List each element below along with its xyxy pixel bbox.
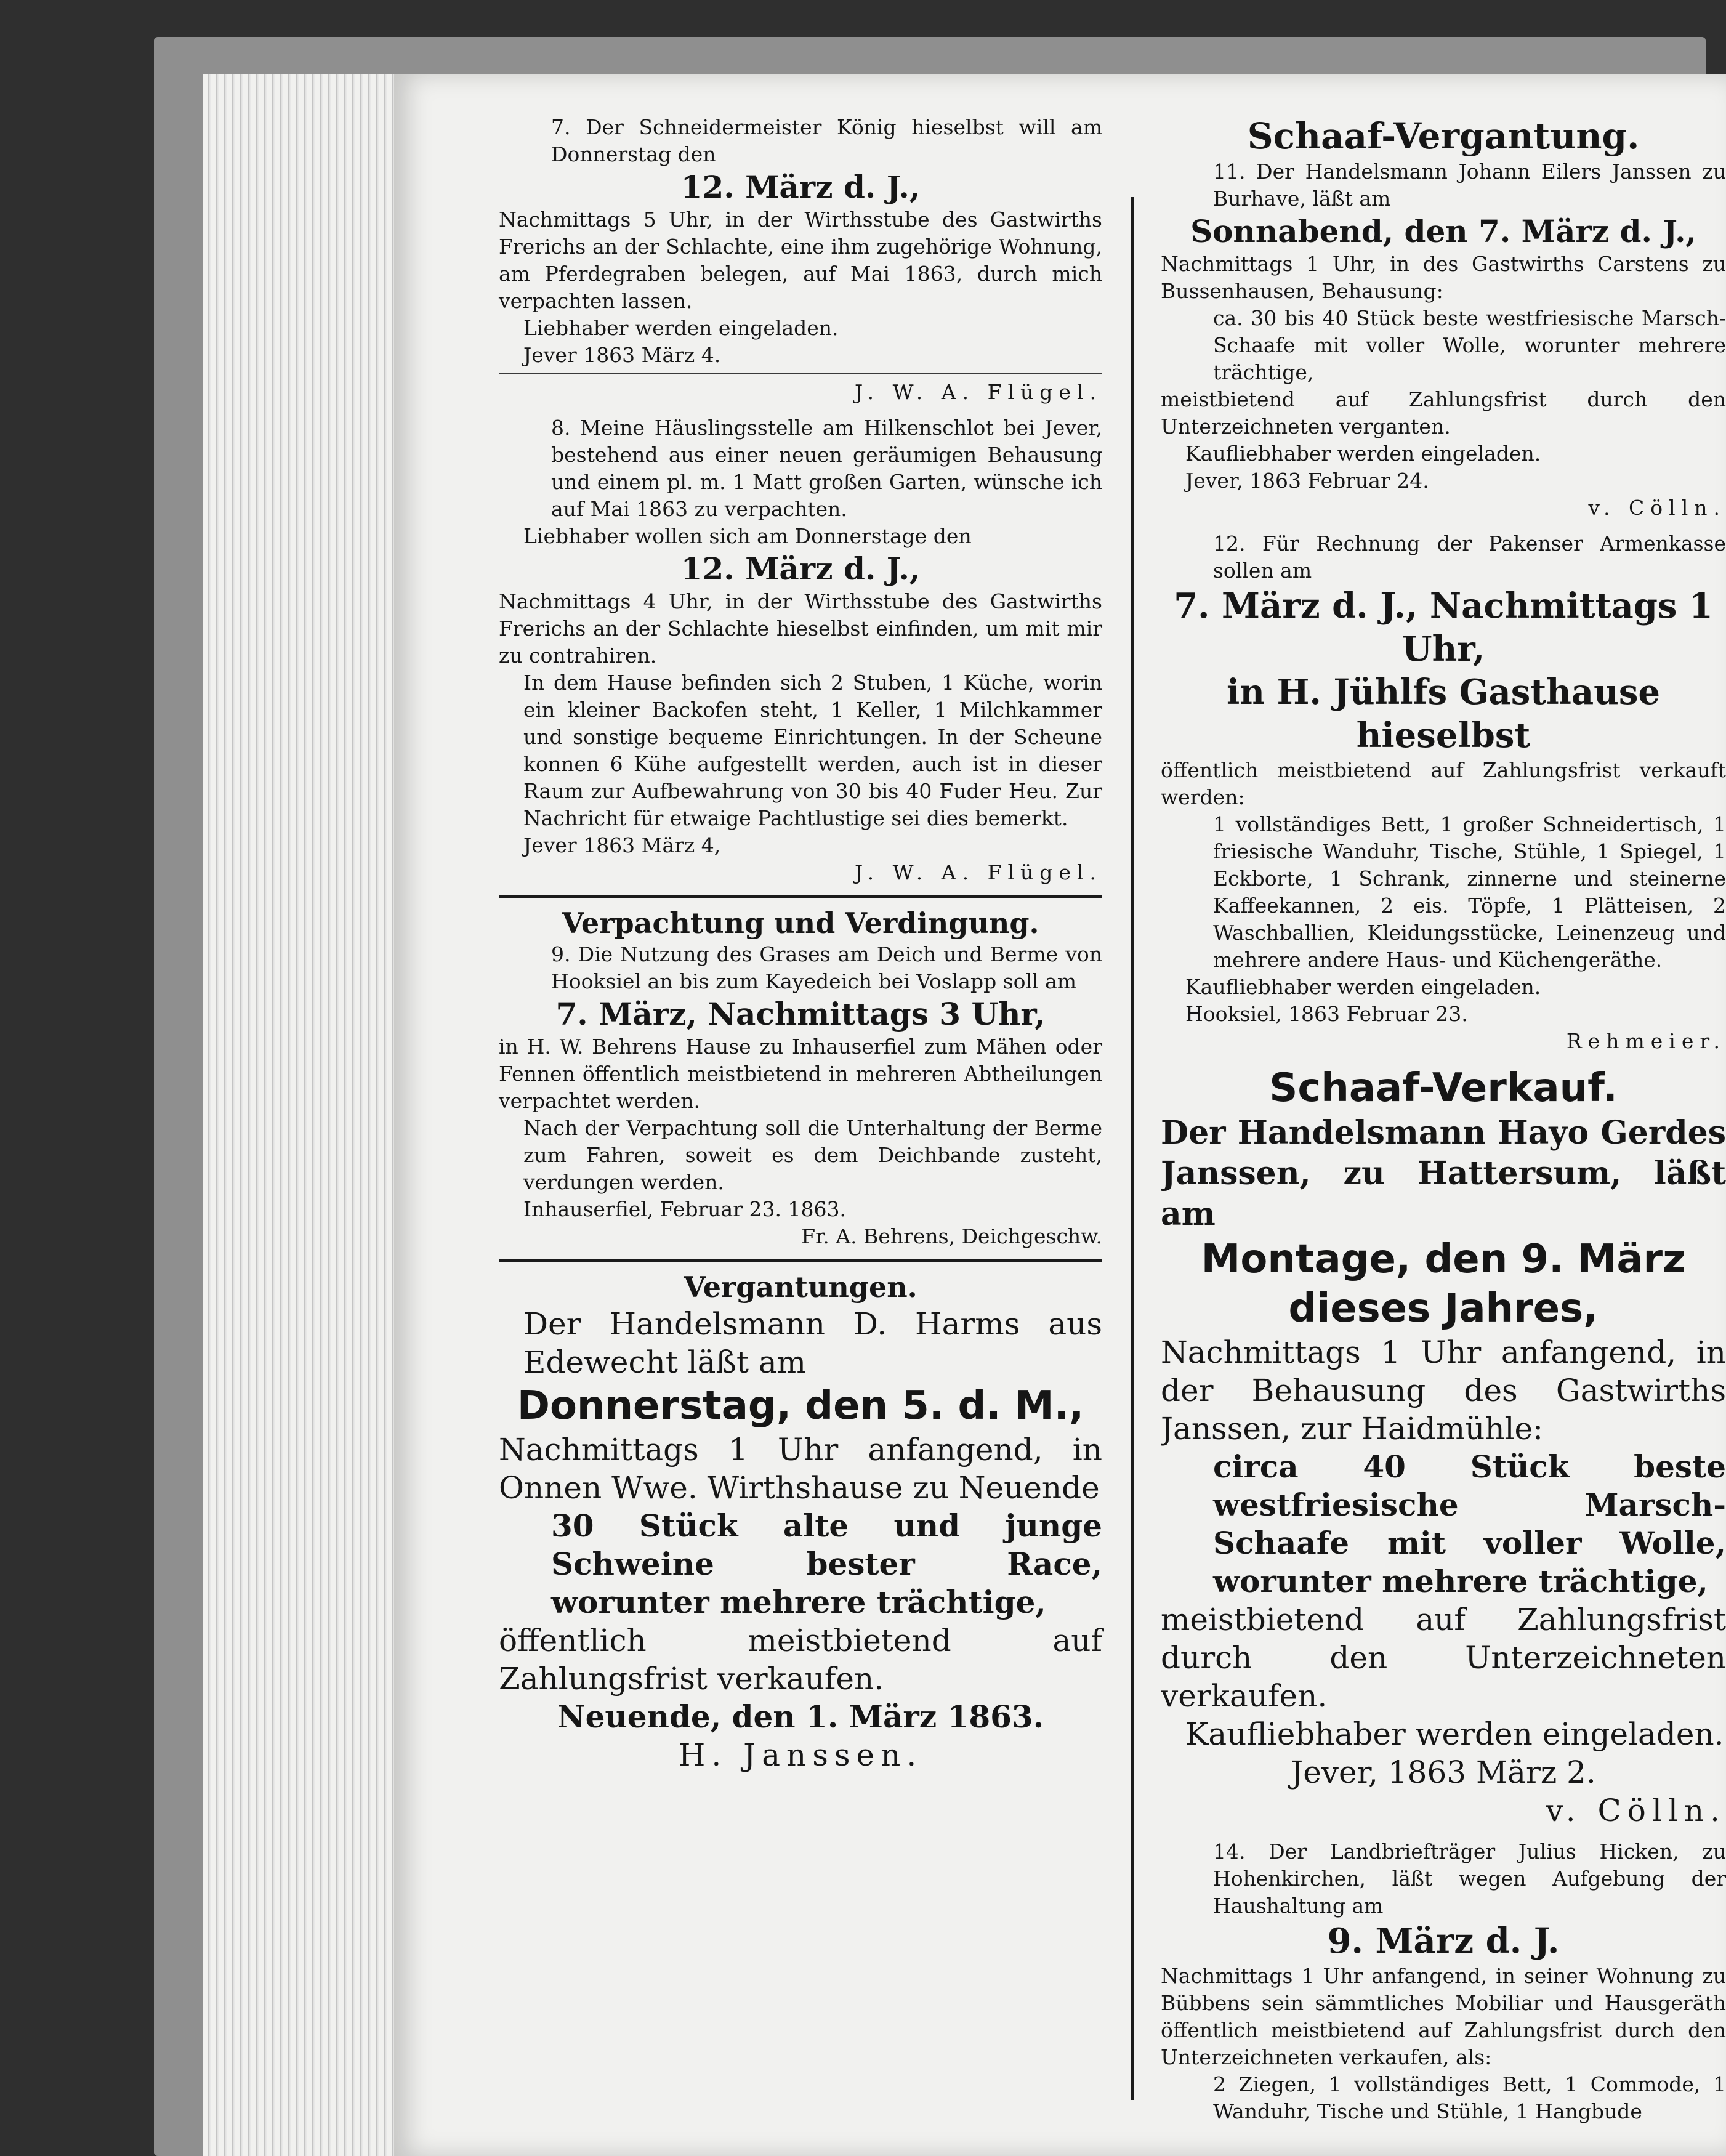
ad10-sign: H. Janssen. xyxy=(678,1737,923,1773)
ad13-invite: Kaufliebhaber werden eingeladen. xyxy=(1185,1716,1724,1752)
ad14-item: 2 Ziegen, 1 vollständiges Bett, 1 Commode, 1 Wanduhr, Tische und Stühle, 1 Hangbude xyxy=(1213,2072,1726,2123)
ad7-intro: 7. Der Schneidermeister König hieselbst will am Donnerstag den xyxy=(551,115,1102,166)
ad12-body: öffentlich meistbietend auf Zahlungsfrist verkauft werden: xyxy=(1161,758,1726,809)
ad12-sign: Rehmeier. xyxy=(1566,1029,1726,1053)
section-heading-schaaf-verkauf: Schaaf-Verkauf. xyxy=(1269,1065,1618,1111)
ad9-body: 9. Die Nutzung des Grases am Deich und Berme von Hooksiel an bis zum Kayedeich bei Voslapp soll am xyxy=(551,942,1102,993)
ad11-item: ca. 30 bis 40 Stück beste westfriesische Marsch-Schaafe mit voller Wolle, worunter mehrere trächtige, xyxy=(1213,306,1726,384)
ad13-place: Jever, 1863 März 2. xyxy=(1291,1754,1596,1790)
ad10-body: Nachmittags 1 Uhr anfangend, in Onnen Wwe. Wirthshause zu Neuende xyxy=(499,1432,1102,1506)
section-rule xyxy=(499,1259,1102,1262)
ad8-sign: J. W. A. Flügel. xyxy=(855,860,1102,884)
right-column xyxy=(1161,114,1726,2134)
ad14-intro: 14. Der Landbriefträger Julius Hicken, zu Hohenkirchen, läßt wegen Aufgebung der Haushaltung am xyxy=(1213,1839,1726,1918)
ad9-body2: in H. W. Behrens Hause zu Inhauserfiel zum Mähen oder Fennen öffentlich meistbietend in mehreren Abtheilungen verpachtet werden. xyxy=(499,1035,1102,1113)
ad14-body: Nachmittags 1 Uhr anfangend, in seiner Wohnung zu Bübbens sein sämmtliches Mobiliar und Hausgeräth öffentlich meistbietend auf Zahlungsfrist durch den Unterzeichneten verkaufen, als: xyxy=(1161,1964,1726,2069)
ad7-sign: J. W. A. Flügel. xyxy=(855,380,1102,404)
ad13-sign: v. Cölln. xyxy=(1546,1793,1726,1828)
ad10-date: Donnerstag, den 5. d. M., xyxy=(517,1383,1084,1429)
ad13-body2: meistbietend auf Zahlungsfrist durch den Unterzeichneten verkaufen. xyxy=(1161,1602,1726,1714)
ad7-rule xyxy=(499,373,1102,374)
ad8-body3: In dem Hause befinden sich 2 Stuben, 1 Küche, worin ein kleiner Backofen steht, 1 Keller, 1 Milchkammer und sonstige bequeme Einrichtungen. In der Scheune konnen 6 Kühe aufgestellt werden, auch ist in dieser Raum zur Aufbewahrung von 30 bis 40 Fuder Heu. Zur Nachricht für etwaige Pachtlustige sei dies bemerkt. xyxy=(523,671,1102,830)
ad11-date: Sonnabend, den 7. März d. J., xyxy=(1190,213,1696,249)
ad12-item: 1 vollständiges Bett, 1 großer Schneidertisch, 1 friesische Wanduhr, Tische, Stühle, 1 Spiegel, 1 Eckborte, 1 Schrank, zinnerne und steinerne Kaffeekannen, 2 eis. Töpfe, 1 Plätteisen, 2 Waschballien, Kleidungsstücke, Leinenzeug und mehrere andere Haus- und Küchengeräthe. xyxy=(1213,812,1726,972)
ad-11 xyxy=(1161,158,1726,522)
section-heading-vergantungen: Vergantungen. xyxy=(684,1270,917,1304)
ad10-intro: Der Handelsmann D. Harms aus Edewecht läßt am xyxy=(523,1306,1102,1380)
ad12-invite: Kaufliebhaber werden eingeladen. xyxy=(1185,975,1541,999)
ad-12 xyxy=(1161,530,1726,1055)
ad10-place: Neuende, den 1. März 1863. xyxy=(557,1698,1044,1735)
ad13-intro: Der Handelsmann Hayo Gerdes Janssen, zu Hattersum, läßt am xyxy=(1161,1114,1726,1233)
ad11-intro: 11. Der Handelsmann Johann Eilers Janssen zu Burhave, läßt am xyxy=(1213,159,1726,211)
ad12-date1: 7. März d. J., Nachmittags 1 Uhr, xyxy=(1174,586,1713,669)
ad9-body3: Nach der Verpachtung soll die Unterhaltung der Berme zum Fahren, soweit es dem Deichbande zusteht, verdungen werden. xyxy=(523,1116,1102,1194)
ad14-date: 9. März d. J. xyxy=(1327,1921,1560,1961)
page-edges xyxy=(203,74,406,2156)
ad8-date: 12. März d. J., xyxy=(680,551,921,587)
ad9-sign: Fr. A. Behrens, Deichgeschw. xyxy=(801,1224,1102,1248)
left-column xyxy=(499,114,1102,1783)
ad10-body2: öffentlich meistbietend auf Zahlungsfrist verkaufen. xyxy=(499,1623,1102,1697)
ad-10 xyxy=(499,1305,1102,1774)
ad11-body: Nachmittags 1 Uhr, in des Gastwirths Carstens zu Bussenhausen, Behausung: xyxy=(1161,252,1726,303)
ad13-date2: dieses Jahres, xyxy=(1288,1286,1599,1331)
ad9-place: Inhauserfiel, Februar 23. 1863. xyxy=(523,1197,846,1221)
ad11-body2: meistbietend auf Zahlungsfrist durch den Unterzeichneten verganten. xyxy=(1161,387,1726,438)
section-rule xyxy=(499,895,1102,898)
ad-9 xyxy=(499,941,1102,1250)
ad7-date: 12. März d. J., xyxy=(680,169,921,205)
ad13-date1: Montage, den 9. März xyxy=(1201,1237,1686,1282)
ad7-invite: Liebhaber werden eingeladen. xyxy=(523,316,839,340)
section-heading-schaaf-vergantung: Schaaf-Vergantung. xyxy=(1247,115,1640,157)
ad-7 xyxy=(499,114,1102,406)
ad11-invite: Kaufliebhaber werden eingeladen. xyxy=(1185,442,1541,466)
ad8-body2: Nachmittags 4 Uhr, in der Wirthsstube des Gastwirths Frerichs an der Schlachte hieselbst einfinden, um mit mir zu contrahiren. xyxy=(499,589,1102,668)
ad8-invite: Liebhaber wollen sich am Donnerstage den xyxy=(523,524,972,548)
ad12-date2: in H. Jühlfs Gasthause hieselbst xyxy=(1226,672,1661,756)
ad8-place: Jever 1863 März 4, xyxy=(523,833,721,857)
ad7-body: Nachmittags 5 Uhr, in der Wirthsstube des Gastwirths Frerichs an der Schlachte, eine ihm zugehörige Wohnung, am Pferdegraben belegen, auf Mai 1863, durch mich verpachten lassen. xyxy=(499,208,1102,313)
ad8-body: 8. Meine Häuslingsstelle am Hilkenschlot bei Jever, bestehend aus einer neuen geräumigen Behausung und einem pl. m. 1 Matt großen Garten, wünsche ich auf Mai 1863 zu verpachten. xyxy=(551,416,1102,521)
ad9-date: 7. März, Nachmittags 3 Uhr, xyxy=(555,996,1046,1032)
ad-13 xyxy=(1161,1113,1726,1830)
ad12-intro: 12. Für Rechnung der Pakenser Armenkasse sollen am xyxy=(1213,531,1726,583)
ad13-item: circa 40 Stück beste westfriesische Marsch-Schaafe mit voller Wolle, worunter mehrere trächtige, xyxy=(1213,1448,1726,1599)
ad7-place: Jever 1863 März 4. xyxy=(523,343,721,367)
ad10-item: 30 Stück alte und junge Schweine bester Race, worunter mehrere trächtige, xyxy=(551,1508,1102,1620)
ad11-sign: v. Cölln. xyxy=(1588,496,1726,520)
ad13-body: Nachmittags 1 Uhr anfangend, in der Behausung des Gastwirths Janssen, zur Haidmühle: xyxy=(1161,1334,1726,1447)
column-divider xyxy=(1131,197,1134,2100)
ad-14 xyxy=(1161,1838,1726,2125)
section-heading-verpachtung: Verpachtung und Verdingung. xyxy=(562,906,1039,940)
ad-8 xyxy=(499,414,1102,886)
ad12-place: Hooksiel, 1863 Februar 23. xyxy=(1185,1002,1468,1026)
ad11-place: Jever, 1863 Februar 24. xyxy=(1185,469,1429,493)
